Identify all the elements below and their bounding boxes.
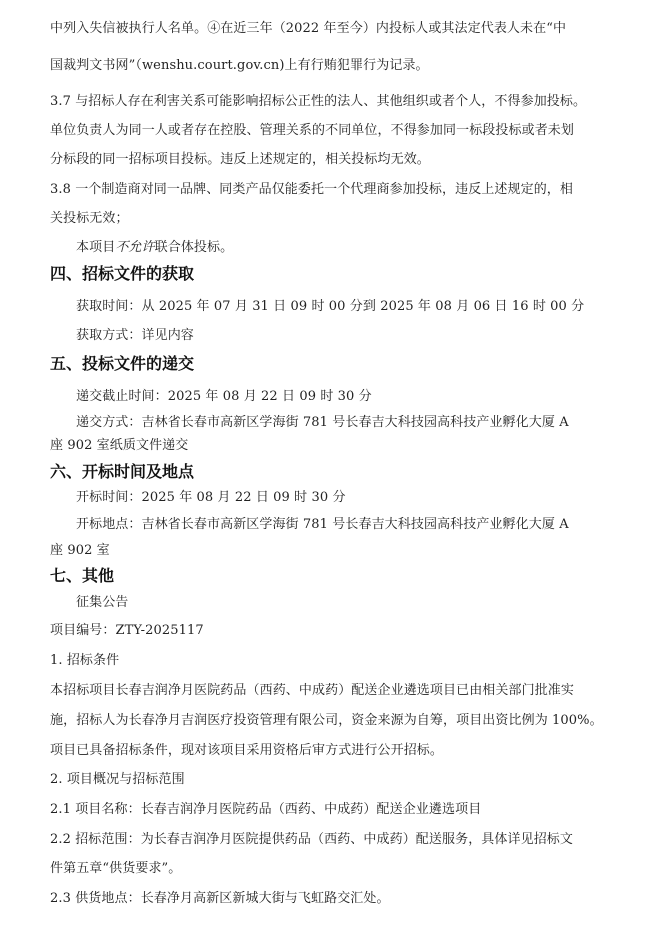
text-line: 开标时间：2025 年 08 月 22 日 09 时 30 分	[76, 490, 346, 505]
text-line: 单位负责人为同一人或者存在控股、管理关系的不同单位，不得参加同一标段投标或者未划	[50, 123, 575, 138]
text-line: 本招标项目长春吉润净月医院药品（西药、中成药）配送企业遴选项目已由相关部门批准实	[50, 683, 575, 698]
text-segment: 本项目	[76, 240, 116, 255]
section-heading: 四、招标文件的获取	[50, 264, 195, 283]
text-line: 项目已具备招标条件，现对该项目采用资格后审方式进行公开招标。	[50, 743, 444, 758]
text-line: 获取时间：从 2025 年 07 月 31 日 09 时 00 分到 2025 年 08 月 06 日 16 时 00 分	[76, 299, 585, 314]
text-line: 座 902 室	[50, 543, 110, 558]
text-line: 3.8 一个制造商对同一品牌、同类产品仅能委托一个代理商参加投标，违反上述规定的，相	[50, 182, 574, 197]
text-line: 1. 招标条件	[50, 653, 120, 668]
text-line: 2.3 供货地点：长春净月高新区新城大街与飞虹路交汇处。	[50, 891, 390, 906]
text-line: 获取方式：详见内容	[76, 328, 194, 343]
section-heading: 五、投标文件的递交	[50, 354, 195, 373]
text-line: 件第五章“供货要求”。	[50, 861, 182, 876]
text-line: 递交方式：吉林省长春市高新区学海街 781 号长春吉大科技园高科技产业孵化大厦 A	[76, 415, 569, 430]
text-line: 递交截止时间：2025 年 08 月 22 日 09 时 30 分	[76, 389, 372, 404]
text-segment: 联合体投标。	[154, 240, 234, 255]
text-line: 开标地点：吉林省长春市高新区学海街 781 号长春吉大科技园高科技产业孵化大厦 A	[76, 517, 569, 532]
text-line: 座 902 室纸质文件递交	[50, 438, 189, 453]
consortium-note	[76, 239, 233, 257]
text-line: 征集公告	[76, 595, 129, 610]
text-line: 项目编号：ZTY-2025117	[50, 623, 204, 638]
text-line: 2.1 项目名称：长春吉润净月医院药品（西药、中成药）配送企业遴选项目	[50, 802, 482, 817]
text-line: 关投标无效；	[50, 211, 129, 226]
emphasis-text: 不允许	[115, 240, 155, 255]
text-line: 2. 项目概况与招标范围	[50, 772, 185, 787]
section-heading: 六、开标时间及地点	[50, 462, 195, 481]
text-line: 2.2 招标范围：为长春吉润净月医院提供药品（西药、中成药）配送服务，具体详见招标文	[50, 832, 574, 847]
text-line: 中列入失信被执行人名单。④在近三年（2022 年至今）内投标人或其法定代表人未在“中	[50, 21, 567, 36]
text-line: 施，招标人为长春净月吉润医疗投资管理有限公司，资金来源为自筹，项目出资比例为 100%。	[50, 713, 603, 728]
section-heading: 七、其他	[50, 566, 115, 585]
text-line: 3.7 与招标人存在利害关系可能影响招标公正性的法人、其他组织或者个人，不得参加投标。	[50, 94, 587, 109]
text-line: 分标段的同一招标项目投标。违反上述规定的，相关投标均无效。	[50, 152, 430, 167]
text-line: 国裁判文书网”（wenshu.court.gov.cn)上有行贿犯罪行为记录。	[50, 58, 429, 73]
